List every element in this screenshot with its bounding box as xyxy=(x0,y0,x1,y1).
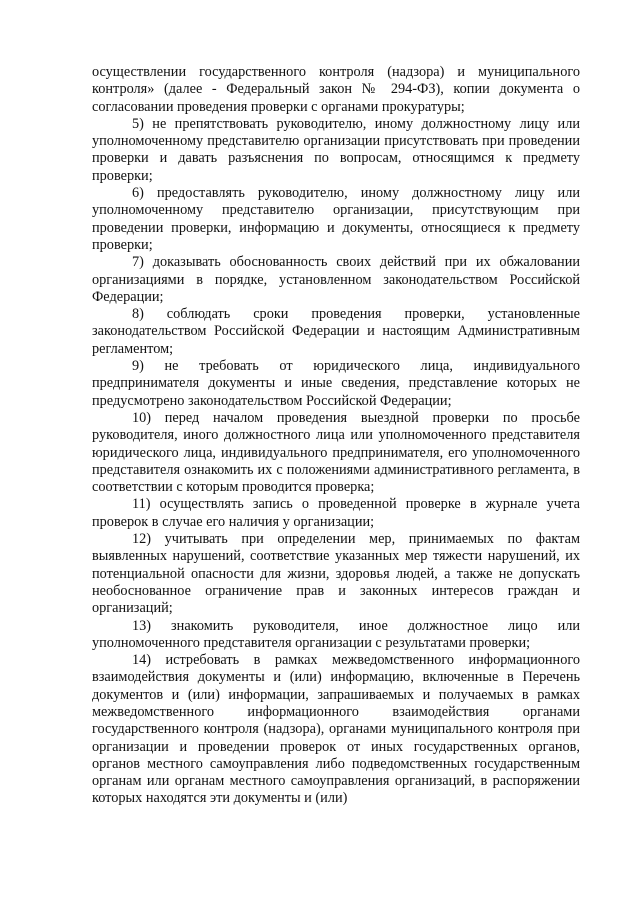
paragraph-item-9: 9) не требовать от юридического лица, индивидуального предпринимателя документы и иные сведения, представление которых не предусмотрено законодательством Российской Федерации; xyxy=(92,358,580,409)
paragraph-item-8: 8) соблюдать сроки проведения проверки, установленные законодательством Российской Федерации и настоящим Административным регламентом; xyxy=(92,306,580,357)
paragraph-item-7: 7) доказывать обоснованность своих действий при их обжаловании организациями в порядке, установленном законодательством Российской Федерации; xyxy=(92,254,580,305)
paragraph-continuation: осуществлении государственного контроля (надзора) и муниципального контроля» (далее - Федеральный закон № 294-ФЗ), копии документа о согласовании проведения проверки с органами прокуратуры; xyxy=(92,64,580,115)
paragraph-item-11: 11) осуществлять запись о проведенной проверке в журнале учета проверок в случае его наличия у организации; xyxy=(92,496,580,530)
paragraph-item-13: 13) знакомить руководителя, иное должностное лицо или уполномоченного представителя организации с результатами проверки; xyxy=(92,617,580,651)
paragraph-item-12: 12) учитывать при определении мер, принимаемых по фактам выявленных нарушений, соответствие указанных мер тяжести нарушений, их потенциальной опасности для жизни, здоровья людей, а также не допускать необоснованное ограничение прав и законных интересов граждан и организаций; xyxy=(92,531,580,617)
paragraph-item-14: 14) истребовать в рамках межведомственного информационного взаимодействия документы и (или) информацию, включенные в Перечень документов и (или) информации, запрашиваемых и получаемых в рамках межведомственного информационного взаимодействия органами государственного контроля (надзора), органами муниципального контроля при организации и проведении проверок от иных государственных органов, органов местного самоуправления либо подведомственных государственным органам или органам местного самоуправления организаций, в распоряжении которых находятся эти документы и (или) xyxy=(92,652,580,807)
paragraph-item-6: 6) предоставлять руководителю, иному должностному лицу или уполномоченному представителю организации, присутствующим при проведении проверки, информацию и документы, относящиеся к предмету проверки; xyxy=(92,185,580,253)
paragraph-item-10: 10) перед началом проведения выездной проверки по просьбе руководителя, иного должностного лица или уполномоченного представителя юридического лица, индивидуального предпринимателя, его уполномоченного представителя ознакомить их с положениями административного регламента, в соответствии с которым проводится проверка; xyxy=(92,409,580,496)
document-body xyxy=(92,64,580,808)
paragraph-item-5: 5) не препятствовать руководителю, иному должностному лицу или уполномоченному представителю организации присутствовать при проведении проверки и давать разъяснения по вопросам, относящимся к предмету проверки; xyxy=(92,115,580,184)
